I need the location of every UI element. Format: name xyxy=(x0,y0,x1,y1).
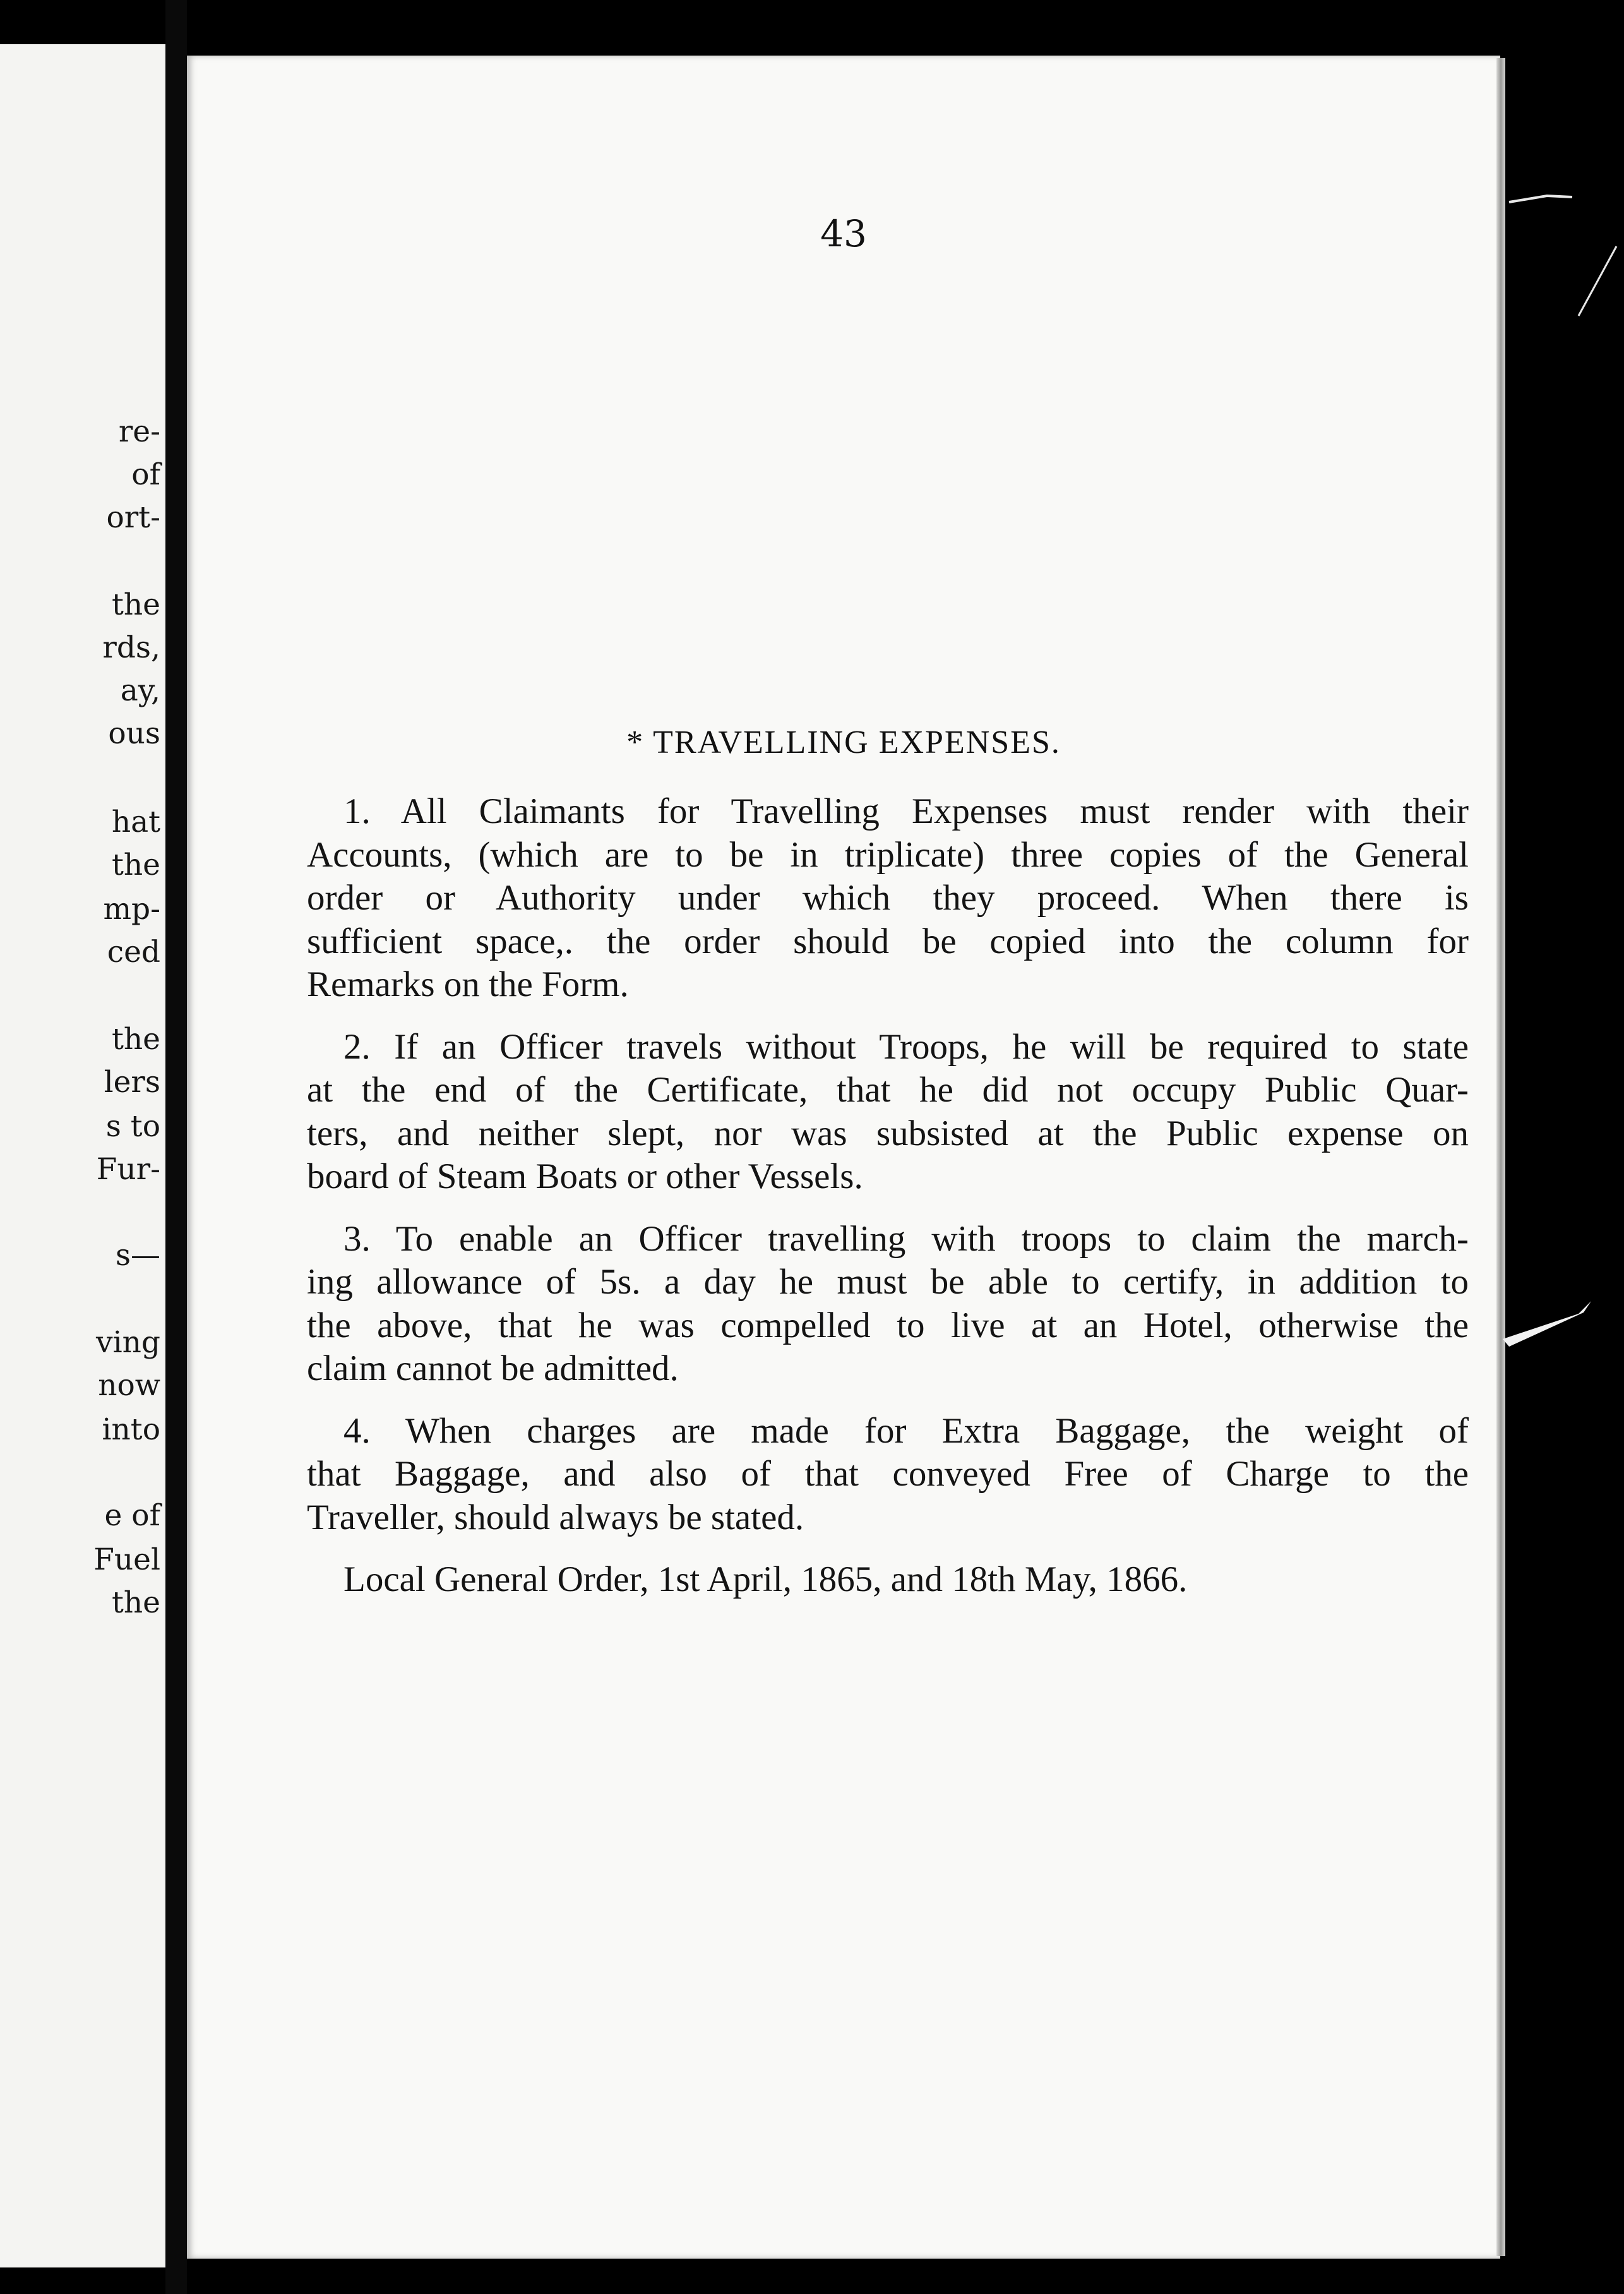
text-line: ing allowance of 5s. a day he must be able to certify, in addition to xyxy=(307,1262,1469,1302)
previous-page-text-fragment: hat xyxy=(111,805,160,839)
previous-page-text-fragment: ced xyxy=(107,935,160,970)
previous-page-text-fragment: lers xyxy=(104,1065,160,1100)
text-line: the above, that he was compelled to live at an Hotel, otherwise the xyxy=(307,1305,1469,1345)
text-line: at the end of the Certificate, that he did not occupy Public Quar- xyxy=(307,1070,1469,1110)
scan-artifact-marks xyxy=(1503,126,1624,1390)
text-line: that Baggage, and also of that conveyed Free of Charge to the xyxy=(307,1454,1469,1494)
previous-page-text-fragment: s— xyxy=(115,1238,160,1273)
previous-page-text-fragment: re- xyxy=(118,414,160,449)
previous-page-text-fragment: ous xyxy=(108,716,160,751)
previous-page-text-fragment: ay, xyxy=(120,673,160,708)
previous-page-text-fragment: mp- xyxy=(103,892,160,927)
previous-page-text-fragment: of xyxy=(131,457,160,492)
paragraph-2 xyxy=(307,1026,1469,1199)
text-line: Remarks on the Form. xyxy=(307,964,629,1004)
text-line: 3. To enable an Officer travelling with troops to claim the march- xyxy=(343,1218,1469,1259)
body-text xyxy=(307,790,1469,1602)
paragraph-1 xyxy=(307,790,1469,1007)
text-line: ters, and neither slept, nor was subsisted at the Public expense on xyxy=(307,1113,1469,1153)
text-line: Traveller, should always be stated. xyxy=(307,1497,804,1537)
text-line: board of Steam Boats or other Vessels. xyxy=(307,1156,863,1196)
previous-page-text-fragment: Fuel xyxy=(93,1542,160,1577)
text-line: 2. If an Officer travels without Troops, he will be required to state xyxy=(343,1026,1469,1067)
previous-page-text-fragment: s to xyxy=(105,1109,160,1144)
paragraph-3 xyxy=(307,1218,1469,1391)
previous-page-text-fragment: ort- xyxy=(106,500,160,535)
paragraph-4 xyxy=(307,1410,1469,1540)
text-line: 4. When charges are made for Extra Baggage, the weight of xyxy=(343,1410,1469,1451)
book-gutter xyxy=(165,0,187,2294)
previous-page-text-fragment: the xyxy=(112,848,160,882)
text-line: sufficient space,. the order should be copied into the column for xyxy=(307,921,1469,961)
previous-page-text-fragment: e of xyxy=(104,1498,160,1533)
previous-page-text-fragment: the xyxy=(112,1585,160,1620)
previous-page-text-fragment: the xyxy=(112,1022,160,1057)
book-page xyxy=(187,56,1500,2259)
previous-page-text-fragment: rds, xyxy=(102,630,160,665)
text-line: order or Authority under which they proceed. When there is xyxy=(307,878,1469,918)
page-number: 43 xyxy=(820,212,867,255)
section-heading: * TRAVELLING EXPENSES. xyxy=(626,724,1061,760)
text-line: Accounts, (which are to be in triplicate) three copies of the General xyxy=(307,834,1469,875)
previous-page-text-fragment: ving xyxy=(96,1325,160,1360)
previous-page-text-fragment: now xyxy=(98,1368,160,1403)
previous-page-text-fragment: Fur- xyxy=(96,1152,160,1187)
text-line: claim cannot be admitted. xyxy=(307,1348,679,1388)
previous-page-text-fragment: into xyxy=(102,1412,160,1447)
previous-page-fragment xyxy=(0,44,165,2267)
citation: Local General Order, 1st April, 1865, and 18th May, 1866. xyxy=(343,1559,1188,1599)
previous-page-text-fragment: the xyxy=(112,587,160,622)
text-line: 1. All Claimants for Travelling Expenses must render with their xyxy=(343,791,1469,831)
